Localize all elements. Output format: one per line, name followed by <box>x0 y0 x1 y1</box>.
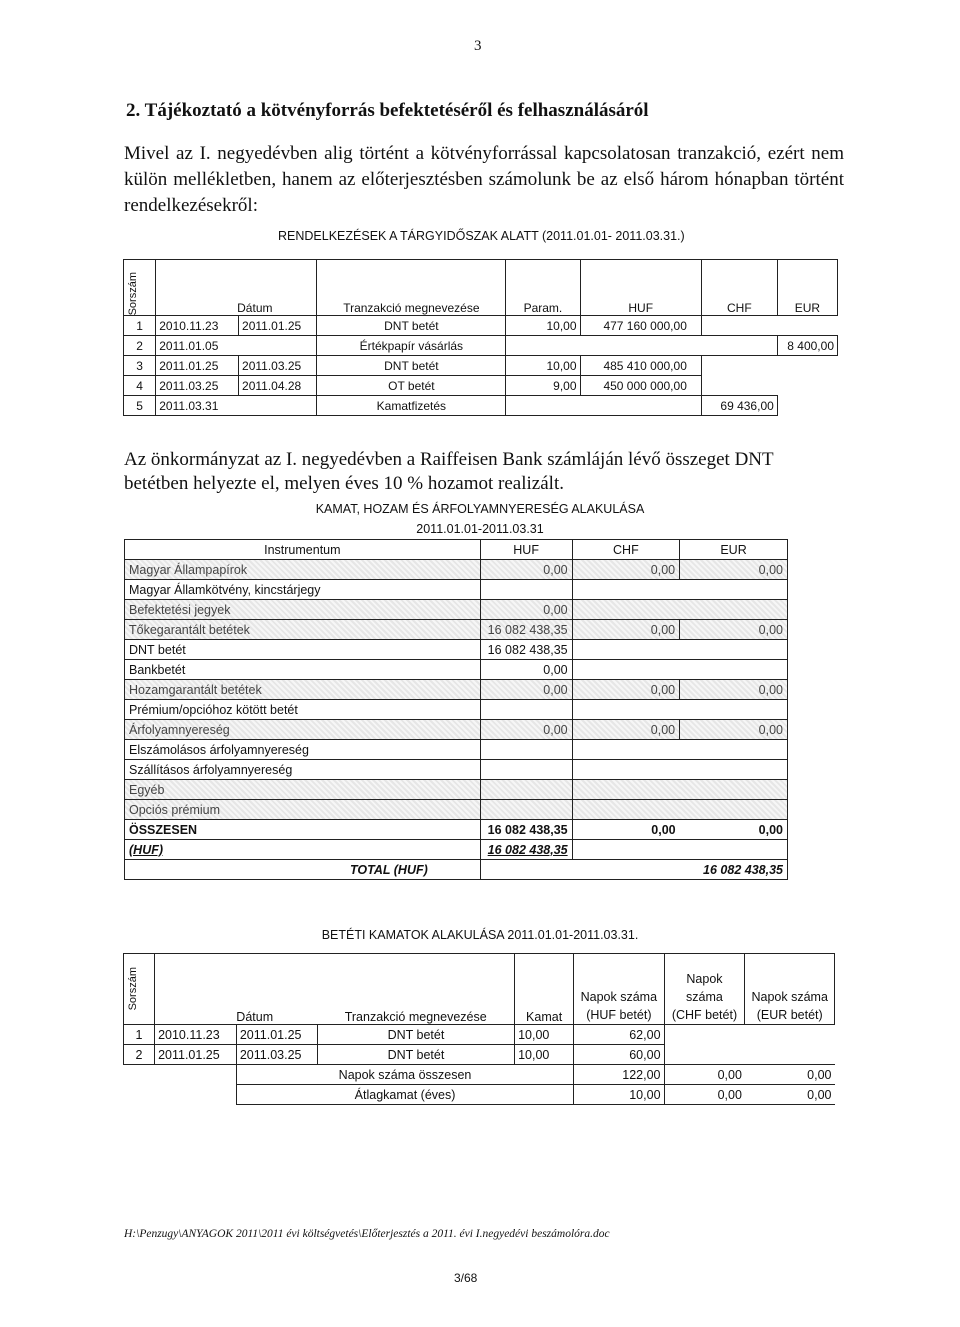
transactions-table <box>123 259 838 416</box>
page-number: 3 <box>474 38 482 54</box>
param-header: Param. <box>506 260 580 316</box>
sorszam-header: Sorszám <box>124 260 156 316</box>
huf-row: (HUF) 16 082 438,35 <box>125 840 788 860</box>
table-row: 1 2010.11.23 2011.01.25 DNT betét 10,00 62,00 <box>124 1025 835 1045</box>
table-row: Prémium/opcióhoz kötött betét <box>125 700 788 720</box>
grand-total-row: TOTAL (HUF) 16 082 438,35 <box>125 860 788 880</box>
deposit-interest-table <box>123 953 835 1105</box>
paragraph-2: Az önkormányzat az I. negyedévben a Raiffeisen Bank számláján lévő összeget DNT betétben helyezte el, melyen éves 10 % hozamot realizált. <box>124 449 774 494</box>
chf-header: CHF <box>701 260 777 316</box>
table-row: Befektetési jegyek 0,00 <box>125 600 788 620</box>
table-row: 2 2011.01.25 2011.03.25 DNT betét 10,00 60,00 <box>124 1045 835 1065</box>
table-row: DNT betét 16 082 438,35 <box>125 640 788 660</box>
chf-days-header: Napok száma (CHF betét) <box>664 954 745 1025</box>
table-row: 2 2011.01.05 Értékpapír vásárlás 8 400,00 <box>124 336 838 356</box>
footer-file-path: H:\Penzugy\ANYAGOK 2011\2011 évi költségvetés\Előterjesztés a 2011. évi I.negyedévi beszámolóra.doc <box>124 1228 610 1240</box>
table-row: Bankbetét 0,00 <box>125 660 788 680</box>
table-row: 1 2010.11.23 2011.01.25 DNT betét 10,00 477 160 000,00 <box>124 316 838 336</box>
table-row: Magyar Államkötvény, kincstárjegy <box>125 580 788 600</box>
table-row: Tőkegarantált betétek 16 082 438,35 0,00 0,00 <box>125 620 788 640</box>
table-row: 4 2011.03.25 2011.04.28 OT betét 9,00 450 000 000,00 <box>124 376 838 396</box>
eur-header: EUR <box>720 542 747 557</box>
table-row: Szállításos árfolyamnyereség <box>125 760 788 780</box>
table-row: Hozamgarantált betétek 0,00 0,00 0,00 <box>125 680 788 700</box>
table-row: Egyéb <box>125 780 788 800</box>
tranzakcio-header: Tranzakció megnevezése <box>317 954 514 1025</box>
table1-title: RENDELKEZÉSEK A TÁRGYIDŐSZAK ALATT (2011.01.01- 2011.03.31.) <box>278 229 685 243</box>
kamat-header: Kamat <box>515 954 574 1025</box>
huf-days-header: Napok száma (HUF betét) <box>574 954 664 1025</box>
tranzakcio-header: Tranzakció megnevezése <box>317 260 506 316</box>
table3-title: BETÉTI KAMATOK ALAKULÁSA 2011.01.01-2011.03.31. <box>321 928 639 942</box>
instrument-header: Instrumentum <box>125 540 481 560</box>
datum-header: Dátum <box>155 954 318 1025</box>
table-row: Opciós prémium <box>125 800 788 820</box>
sum-row: Napok száma összesen 122,00 0,00 0,00 <box>124 1065 835 1085</box>
table-row: 3 2011.01.25 2011.03.25 DNT betét 10,00 485 410 000,00 <box>124 356 838 376</box>
intro-paragraph: Mivel az I. negyedévben alig történt a kötvényforrással kapcsolatosan tranzakció, ezért nem külön mellékletben, hanem az előterjesztésben számolunk be az első három hónapban történt rendelkezésekről: <box>124 143 844 216</box>
huf-header: HUF <box>580 260 701 316</box>
table-row: Magyar Állampapírok 0,00 0,00 0,00 <box>125 560 788 580</box>
eur-days-header: Napok száma (EUR betét) <box>745 954 835 1025</box>
table-row: Árfolyamnyereség 0,00 0,00 0,00 <box>125 720 788 740</box>
table-row: Elszámolásos árfolyamnyereség <box>125 740 788 760</box>
table2-period: 2011.01.01-2011.03.31 <box>416 522 544 536</box>
eur-header: EUR <box>777 260 837 316</box>
yield-table <box>124 539 788 880</box>
section-title: 2. Tájékoztató a kötvényforrás befektetéséről és felhasználásáról <box>126 100 649 121</box>
chf-header: CHF <box>572 540 679 560</box>
average-row: Átlagkamat (éves) 10,00 0,00 0,00 <box>124 1085 835 1105</box>
total-row: ÖSSZESEN 16 082 438,35 0,00 0,00 <box>125 820 788 840</box>
sorszam-header: Sorszám <box>124 954 155 1025</box>
datum-header: Dátum <box>156 260 317 316</box>
huf-header: HUF <box>480 540 572 560</box>
table-row: 5 2011.03.31 Kamatfizetés 69 436,00 <box>124 396 838 416</box>
table2-title: KAMAT, HOZAM ÉS ÁRFOLYAMNYERESÉG ALAKULÁSA <box>315 502 645 516</box>
page-count: 3/68 <box>454 1271 478 1285</box>
